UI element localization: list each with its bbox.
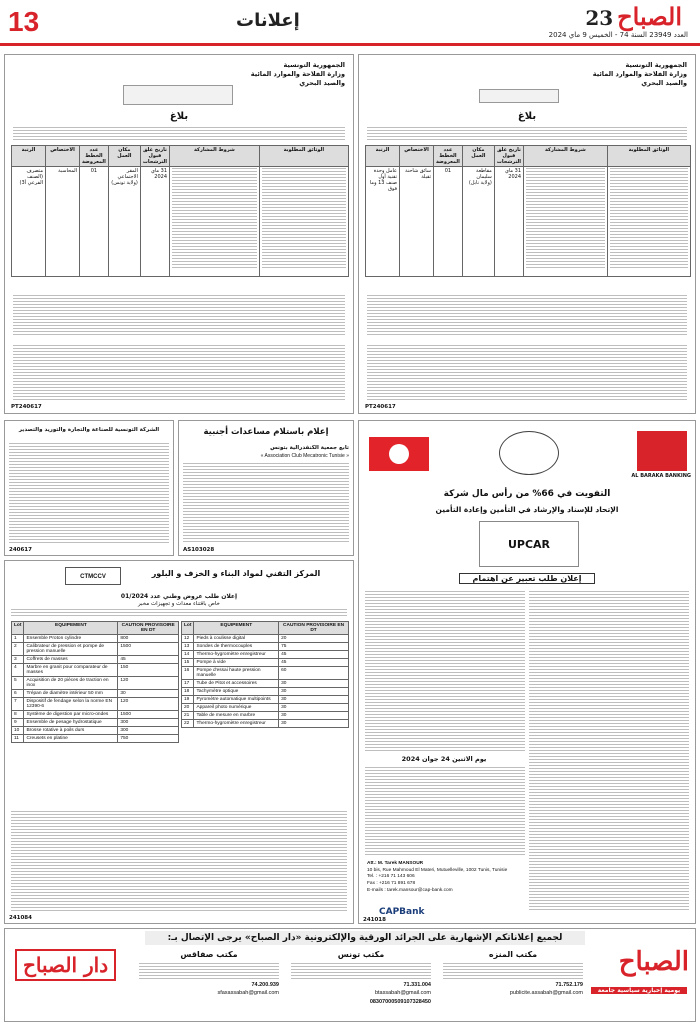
bank-tagline: التفويت في 66% من رأس مال شركة — [443, 489, 611, 499]
notice-right-conditions — [367, 345, 687, 400]
notice-left-ref: PT240617 — [11, 404, 42, 410]
office-logo — [123, 85, 233, 105]
table-row: 9 Ensemble de pesage hydrostatique 300 — [12, 719, 179, 727]
table-row: 18 Tachymètre optique 30 — [182, 688, 349, 696]
table-row: 21 Table de mesure en marbre 30 — [182, 712, 349, 720]
office-hq: مكتب المنزه 71.752.179 publicite.assabah@gmail.com — [443, 949, 583, 1019]
table-row: 10 Brosse rotative à poils durs 300 — [12, 727, 179, 735]
ctmccv-table-right: Lot EQUIPEMENT CAUTION PROVISOIRE EN DT 12 Pieds à coulisse digital 20 13 Sondes de thermocouples 75 14 Thermo-hygromètre enregistreur 45 15 Pompe à vide 45 16 Pompe d'essai haute pression manuelle 60 17 Tube de Pitot et accessoires 30 18 Tachymètre optique 30 19 Pyromètre automatique multipoints 30 20 Appareil photo numérique 30 21 Table de mesure en marbre 30 22 Thermo-hygromètre enregistreur 30 — [181, 621, 349, 728]
notice-left-table: الرتبة الاختصاص عدد الخطط المعروضة مكان العمل تاريخ غلق قبول الترشحات شروط المشاركة الوثائق المطلوبة متصرف (الصنف الفرعي أ3) المحاسبة 01 المقر الاجتماعي (ولاية تونس) 31 ماي 2024 — [11, 145, 349, 277]
notice-right-notes — [367, 295, 687, 335]
upcar-logo: UPCAR — [479, 521, 579, 567]
bank-address: Att.: M. Tarek MANSOUR 10 bis, Rue Mahmoud El Materi, Mutuelleville, 1002 Tunis, Tunisie Tel. : +216 71 143 606 Fax : +216 71 891 678 E-mails : tarek.mansour@cap-bank.com — [367, 861, 508, 893]
footer-logo-dar: دار الصباح — [15, 949, 116, 981]
bank-notice-title: إعلان طلب تعبير عن اهتمام — [459, 573, 595, 584]
bank-logo-icon — [637, 431, 687, 471]
foreign-aid-head: تابع جمعية الكنفدرالية بتونس — [270, 445, 349, 451]
page-header — [0, 0, 700, 46]
foreign-aid-title: إعلام باستلام مساعدات أجنبية — [203, 427, 329, 437]
table-row: 15 Pompe à vide 45 — [182, 659, 349, 667]
foreign-aid-association: « Association Club Mecatronic Tunisie » — [260, 453, 349, 459]
office-logo — [479, 89, 559, 103]
notice-left-header: الجمهورية التونسية وزارة الفلاحة والموارد المائية والصيد البحري — [250, 61, 345, 87]
table-row: 11 Creusets en platine 750 — [12, 735, 179, 743]
legal-notice — [4, 420, 174, 556]
ctmccv-intro — [11, 609, 347, 617]
section-title: إعلانات — [236, 10, 300, 31]
bank-notice-ref: 241018 — [363, 917, 386, 923]
bank-notice — [358, 420, 696, 924]
notice-right-table: الرتبة الاختصاص عدد الخطط المعروضة مكان العمل تاريخ غلق قبول الترشحات شروط المشاركة الوثائق المطلوبة عامل وحدة تقنية أول صنف 13 وما فوق سائق شاحنة ثقيلة 01 مقاطعة سليمان (ولاية نابل) 31 ماي 2024 — [365, 145, 691, 277]
table-row: 2 Calibrateur de pression et pompe de pression manuelle 1500 — [12, 643, 179, 656]
table-row: 3 Coffrets de masses 45 — [12, 656, 179, 664]
bank-deadline: يوم الاثنين 24 جوان 2024 — [401, 755, 487, 763]
tunisia-flag-icon — [369, 437, 429, 471]
table-row: 7 Dispositif de fendage selon la norme EN 12390-6 120 — [12, 698, 179, 711]
table-row: 16 Pompe d'essai haute pression manuelle 60 — [182, 667, 349, 680]
bank-notice-terms — [365, 767, 525, 857]
capbank-logo: CAPBank — [379, 907, 425, 917]
footer-daily-line: يومية إخبارية سياسية جامعة — [591, 987, 687, 994]
masthead-logo: 23 الصباح — [585, 2, 682, 31]
ctmccv-tender — [4, 560, 354, 924]
issue-line: العدد 23949 السنة 74 - الخميس 9 ماي 2024 — [548, 31, 688, 39]
table-row: 4 Marbre en granit pour comparateur de masses 150 — [12, 664, 179, 677]
ctmccv-conditions — [11, 811, 347, 911]
notice-right-ref: PT240617 — [365, 404, 396, 410]
masthead-number: 23 — [585, 6, 614, 30]
intro-text — [13, 127, 345, 141]
foreign-aid-ref: AS103028 — [183, 547, 215, 553]
ctmccv-table-left: Lot EQUIPEMENT CAUTION PROVISOIRE EN DT 1 Ensemble Proton cylindre 800 2 Calibrateur de pression et pompe de pression manuelle 1500 3 Coffrets de masses 45 4 Marbre en granit pour comparateur de masses 150 5 Acquisition de 20 pièces de traction en inox 120 6 Trépan de diamètre intérieur 50 mm 30 7 Dispositif de fendage selon la norme EN 12390-6 120 8 Système de digestion par micro-ondes 1500 9 Ensemble de pesage hydrostatique 300 10 Brosse rotative à poils durs 300 11 Creusets en platine 750 — [11, 621, 179, 743]
notice-right — [358, 54, 696, 414]
ctmccv-subtitle: إعلان طلب عروض وطني عدد 01/2024 — [120, 593, 238, 600]
bank-name: AL BARAKA BANKING — [631, 473, 691, 479]
ctmccv-ref: 241084 — [9, 915, 32, 921]
intro-text — [367, 127, 687, 141]
ctmccv-title: المركز التقني لمواد البناء و الخزف و البلور — [151, 569, 321, 578]
table-row: 1 Ensemble Proton cylindre 800 — [12, 635, 179, 643]
bank-notice-col-left — [365, 591, 525, 751]
table-row: 6 Trépan de diamètre intérieur 50 mm 30 — [12, 690, 179, 698]
notice-right-title: بلاغ — [517, 111, 537, 122]
state-seal-icon — [499, 431, 559, 475]
table-row: 19 Pyromètre automatique multipoints 30 — [182, 696, 349, 704]
notice-left — [4, 54, 354, 414]
legal-notice-ref: 240617 — [9, 547, 32, 553]
table-row: 20 Appareil photo numérique 30 — [182, 704, 349, 712]
ctmccv-logo: CTMCCV — [65, 567, 121, 585]
foreign-aid-notice — [178, 420, 354, 556]
legal-notice-title: الشركة التونسية للصناعة والتجارة والتوريد والتصدير — [18, 427, 160, 433]
page-number: 13 — [8, 6, 40, 37]
table-row: 12 Pieds à coulisse digital 20 — [182, 635, 349, 643]
table-row: 8 Système de digestion par micro-ondes 1500 — [12, 711, 179, 719]
ctmccv-subtitle2: خاص باقتناء معدات و تجهيزات مخبر — [138, 601, 220, 607]
table-row: 14 Thermo-hygromètre enregistreur 45 — [182, 651, 349, 659]
legal-notice-body — [9, 443, 169, 543]
notice-left-title: بلاغ — [169, 111, 189, 122]
company-line: الإتحاد للإسناد والإرشاد في التأمين وإعادة التأمين — [435, 505, 619, 514]
ads-footer — [4, 928, 696, 1022]
notice-left-notes — [13, 295, 345, 335]
footer-tagline: لجميع إعلاناتكم الإشهارية على الجرائد الورقية والإلكترونية «دار الصباح» يرجى الإتصال بـ: — [145, 931, 585, 945]
table-row: 22 Thermo-hygromètre enregistreur 30 — [182, 720, 349, 728]
footer-logo: الصباح — [618, 947, 689, 977]
office-tunis: مكتب تونس 71.331.004 btassabah@gmail.com 08307000509107328450 — [291, 949, 431, 1019]
table-row: 5 Acquisition de 20 pièces de traction en inox 120 — [12, 677, 179, 690]
office-sfax: مكتب صفاقس 74.200.939 sfaxassabah@gmail.com — [139, 949, 279, 1019]
table-row: 13 Sondes de thermocouples 75 — [182, 643, 349, 651]
foreign-aid-body — [183, 463, 349, 543]
notice-left-conditions — [13, 345, 345, 400]
notice-right-header: الجمهورية التونسية وزارة الفلاحة والموارد المائية والصيد البحري — [592, 61, 687, 87]
table-row: 17 Tube de Pitot et accessoires 30 — [182, 680, 349, 688]
bank-notice-col-right — [529, 591, 689, 911]
